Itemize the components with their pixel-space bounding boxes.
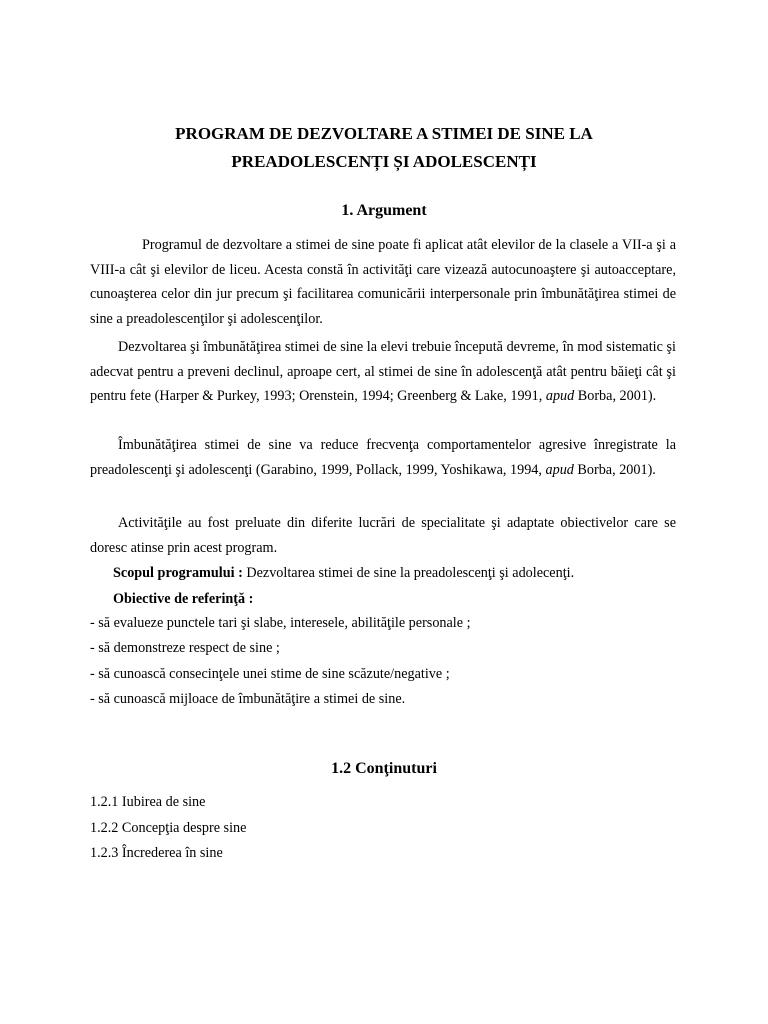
paragraph-4: Activităţile au fost preluate din diferite lucrări de specialitate şi adaptate obiectivelor care se doresc atinse prin acest program.	[90, 515, 676, 556]
paragraph-2	[90, 335, 676, 409]
objective-item: - să demonstreze respect de sine ;	[90, 640, 280, 656]
document-title-line-1: PROGRAM DE DEZVOLTARE A STIMEI DE SINE LA	[175, 124, 593, 143]
scope-text: Dezvoltarea stimei de sine la preadolescenţi şi adolecenţi.	[242, 565, 575, 581]
objectives-label: Obiective de referinţă :	[113, 591, 254, 607]
paragraph-3	[90, 433, 676, 482]
paragraph-3-text: Îmbunătăţirea stimei de sine va reduce frecvenţa comportamentelor agresive înregistrate la preadolescenţi şi adolescenţi (Garabino, 1999, Pollack, 1999, Yoshikawa, 1994,	[90, 437, 676, 478]
objective-item: - să cunoască mijloace de îmbunătăţire a stimei de sine.	[90, 691, 406, 707]
objective-item: - să evalueze punctele tari şi slabe, interesele, abilităţile personale ;	[90, 615, 471, 631]
objective-item: - să cunoască consecinţele unei stime de sine scăzute/negative ;	[90, 666, 450, 682]
section-heading-contents: 1.2 Conţinuturi	[331, 760, 437, 777]
contents-item: 1.2.2 Concepţia despre sine	[90, 820, 247, 836]
paragraph-2-citation: Borba, 2001).	[574, 388, 657, 405]
paragraph-2-apud: apud	[545, 388, 575, 405]
contents-item: 1.2.1 Iubirea de sine	[90, 794, 206, 810]
program-scope	[113, 563, 699, 583]
paragraph-3-apud: apud	[545, 461, 574, 478]
section-heading-argument: 1. Argument	[341, 202, 427, 219]
paragraph-3-citation: Borba, 2001).	[573, 461, 656, 478]
paragraph-2-text: Dezvoltarea şi îmbunătăţirea stimei de sine la elevi trebuie începută devreme, în mod sistematic şi adecvat pentru a preveni declinul, aproape cert, al stimei de sine în adolescenţă atât pentru băieţi cât şi pentru fete (Harper & Purkey, 1993; Orenstein, 1994; Greenberg & Lake, 1991,	[90, 339, 676, 405]
paragraph-1: Programul de dezvoltare a stimei de sine poate fi aplicat atât elevilor de la clasele a VII-a şi a VIII-a cât şi elevilor de liceu. Acesta constă în activităţi care vizează autocunoaştere şi autoacceptare, cunoaşterea celor din jur precum şi facilitarea comunicării interpersonale prin îmbunătăţirea stimei de sine a preadolescenţilor şi adolescenţilor.	[90, 237, 676, 328]
scope-label: Scopul programului :	[113, 565, 243, 581]
document-title-line-2: PREADOLESCENȚI ȘI ADOLESCENȚI	[231, 152, 537, 171]
contents-item: 1.2.3 Încrederea în sine	[90, 845, 223, 861]
